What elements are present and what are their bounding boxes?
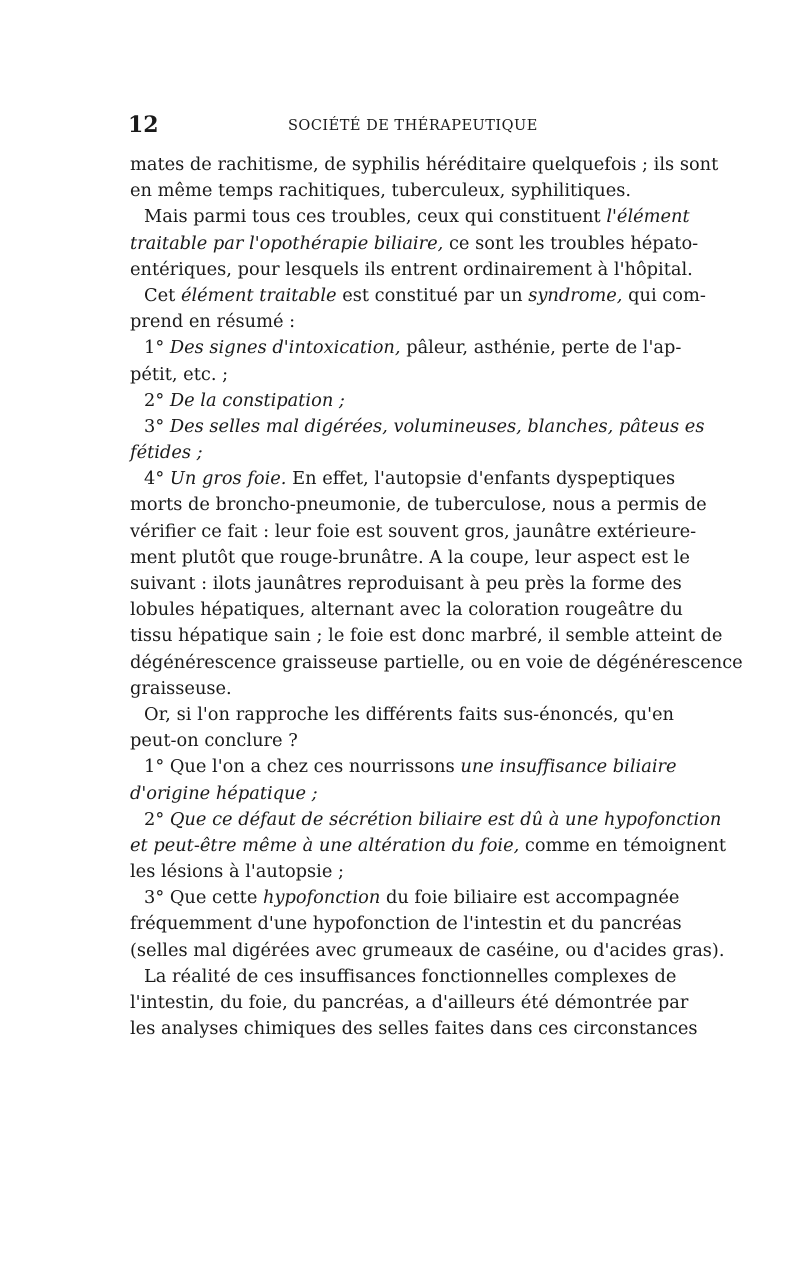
text-line bbox=[130, 833, 726, 859]
text-segment: lobules hépatiques, alternant avec la coloration rougeâtre du bbox=[130, 599, 683, 621]
italic-text: Que ce défaut de sécrétion biliaire est dû à une hypofonction bbox=[169, 808, 722, 830]
text-segment: est constitué par un bbox=[336, 284, 529, 306]
italic-text: hypofonction bbox=[263, 887, 381, 909]
text-line bbox=[130, 597, 683, 623]
text-segment: 1° Que l'on a chez ces nourrissons bbox=[144, 756, 461, 778]
text-line bbox=[130, 545, 690, 571]
text-line bbox=[130, 152, 719, 178]
text-line bbox=[130, 309, 674, 335]
text-line bbox=[130, 650, 743, 676]
text-line bbox=[130, 283, 706, 309]
page-header bbox=[128, 112, 672, 140]
text-line bbox=[130, 204, 690, 230]
text-segment: du foie biliaire est accompagnée bbox=[380, 887, 680, 909]
text-segment: qui com- bbox=[622, 284, 706, 306]
italic-text: l'élément bbox=[606, 206, 690, 228]
italic-text: De la constipation ; bbox=[169, 389, 345, 411]
text-segment: 3° bbox=[144, 415, 170, 437]
text-line bbox=[130, 1016, 698, 1042]
running-head: SOCIÉTÉ DE THÉRAPEUTIQUE bbox=[288, 118, 538, 134]
text-line bbox=[130, 178, 674, 204]
text-line bbox=[130, 702, 674, 728]
text-segment: ce sont les troubles hépato- bbox=[443, 232, 699, 254]
text-segment: les lésions à l'autopsie ; bbox=[130, 861, 345, 883]
italic-text: élément traitable bbox=[180, 284, 337, 306]
text-line bbox=[130, 519, 697, 545]
text-segment: prend en résumé : bbox=[130, 311, 296, 333]
text-segment: dégénérescence graisseuse partielle, ou en voie de dégénérescence bbox=[130, 651, 743, 673]
text-segment: fréquemment d'une hypofonction de l'intestin et du pancréas bbox=[130, 913, 682, 935]
text-line bbox=[130, 807, 722, 833]
text-line bbox=[130, 257, 693, 283]
text-line bbox=[130, 964, 677, 990]
text-segment: 4° bbox=[144, 468, 170, 490]
text-segment: suivant : ilots jaunâtres reproduisant à peu près la forme des bbox=[130, 573, 682, 594]
text-segment: peut-on conclure ? bbox=[130, 730, 298, 752]
text-line bbox=[130, 492, 707, 518]
text-segment: tissu hépatique sain ; le foie est donc marbré, il semble atteint de bbox=[130, 625, 723, 647]
text-line bbox=[130, 466, 674, 492]
text-segment: morts de broncho-pneumonie, de tuberculose, nous a permis de bbox=[130, 494, 707, 516]
text-line bbox=[130, 990, 689, 1016]
text-segment: comme en témoignent bbox=[519, 834, 726, 856]
text-line bbox=[130, 728, 674, 754]
text-line bbox=[130, 754, 677, 780]
text-segment: 2° bbox=[144, 808, 170, 830]
text-segment: en même temps rachitiques, tuberculeux, syphilitiques. bbox=[130, 180, 631, 202]
body-text bbox=[130, 152, 743, 1042]
text-segment: mates de rachitisme, de syphilis héréditaire quelquefois ; ils sont bbox=[130, 154, 719, 175]
italic-text: syndrome, bbox=[528, 284, 623, 306]
text-segment: l'intestin, du foie, du pancréas, a d'ailleurs été démontrée par bbox=[130, 992, 689, 1013]
text-segment: En effet, l'autopsie d'enfants dyspeptiques bbox=[286, 468, 676, 490]
italic-text: fétides ; bbox=[130, 442, 203, 464]
text-line bbox=[130, 623, 723, 649]
text-segment: entériques, pour lesquels ils entrent ordinairement à l'hôpital. bbox=[130, 258, 693, 280]
text-line bbox=[130, 911, 682, 937]
text-line bbox=[130, 335, 682, 361]
text-line bbox=[130, 885, 680, 911]
text-segment: vérifier ce fait : leur foie est souvent gros, jaunâtre extérieure- bbox=[130, 520, 697, 542]
italic-text: traitable par l'opothérapie biliaire, bbox=[130, 232, 444, 254]
text-segment: (selles mal digérées avec grumeaux de caséine, ou d'acides gras). bbox=[130, 939, 725, 961]
italic-text: une insuffisance biliaire bbox=[460, 756, 677, 778]
text-segment: Mais parmi tous ces troubles, ceux qui constituent bbox=[144, 206, 607, 228]
text-line bbox=[130, 676, 674, 702]
italic-text: Des selles mal digérées, volumineuses, blanches, pâteus es bbox=[169, 415, 705, 437]
text-line bbox=[130, 571, 682, 597]
text-segment: 2° bbox=[144, 389, 170, 411]
text-segment: 3° Que cette bbox=[144, 887, 264, 909]
italic-text: d'origine hépatique ; bbox=[130, 782, 318, 804]
italic-text: Des signes d'intoxication, bbox=[169, 337, 401, 359]
text-segment: Cet bbox=[144, 284, 181, 306]
text-line bbox=[130, 938, 725, 964]
text-segment: pâleur, asthénie, perte de l'ap- bbox=[400, 337, 682, 359]
text-segment: ment plutôt que rouge-brunâtre. A la coupe, leur aspect est le bbox=[130, 546, 690, 568]
text-line bbox=[130, 859, 674, 885]
text-segment: pétit, etc. ; bbox=[130, 363, 229, 385]
text-segment: 1° bbox=[144, 337, 170, 359]
text-segment: les analyses chimiques des selles faites dans ces circonstances bbox=[130, 1018, 698, 1040]
text-segment: graisseuse. bbox=[130, 677, 232, 699]
page-number: 12 bbox=[128, 112, 159, 138]
text-line bbox=[130, 440, 674, 466]
text-line bbox=[130, 231, 699, 257]
text-line bbox=[130, 388, 674, 414]
text-line bbox=[130, 781, 674, 807]
italic-text: et peut-être même à une altération du foie, bbox=[130, 834, 520, 856]
italic-text: Un gros foie. bbox=[169, 468, 287, 490]
text-line bbox=[130, 362, 674, 388]
text-segment: La réalité de ces insuffisances fonctionnelles complexes de bbox=[144, 965, 677, 987]
text-line bbox=[130, 414, 705, 440]
text-segment: Or, si l'on rapproche les différents faits sus-énoncés, qu'en bbox=[144, 703, 674, 725]
